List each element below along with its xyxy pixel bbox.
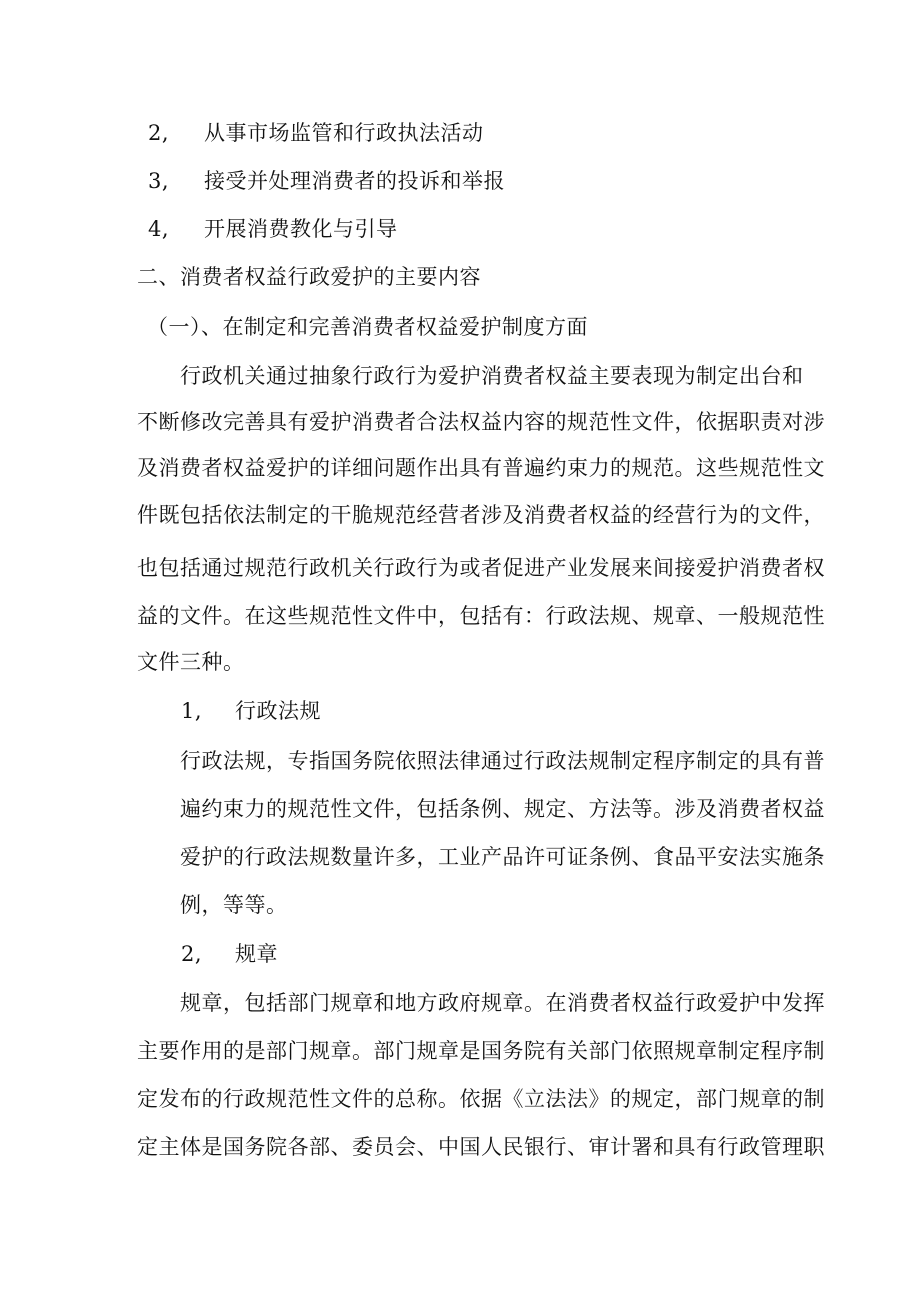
list-item xyxy=(148,121,484,145)
list-number: 4, xyxy=(148,217,170,241)
paragraph-line: 行政法规，专指国务院依照法律通过行政法规制定程序制定的具有普 xyxy=(180,749,825,773)
list-text: 从事市场监管和行政执法活动 xyxy=(204,121,484,145)
item-title: 行政法规 xyxy=(235,699,321,723)
paragraph-line: 例，等等。 xyxy=(180,893,288,917)
list-text: 接受并处理消费者的投诉和举报 xyxy=(204,169,505,193)
paragraph-line: 定主体是国务院各部、委员会、中国人民银行、审计署和具有行政管理职 xyxy=(137,1135,825,1159)
item-number: 1, xyxy=(181,699,203,723)
paragraph-line: 主要作用的是部门规章。部门规章是国务院有关部门依照规章制定程序制 xyxy=(137,1039,825,1063)
paragraph-line: 益的文件。在这些规范性文件中，包括有：行政法规、规章、一般规范性 xyxy=(137,604,825,628)
paragraph-line: 不断修改完善具有爱护消费者合法权益内容的规范性文件，依据职责对涉 xyxy=(137,410,825,434)
paragraph-line: 遍约束力的规范性文件，包括条例、规定、方法等。涉及消费者权益 xyxy=(180,797,825,821)
numbered-heading xyxy=(181,942,278,966)
paragraph-line: 及消费者权益爱护的详细问题作出具有普遍约束力的规范。这些规范性文 xyxy=(137,456,825,480)
list-number: 3, xyxy=(148,169,170,193)
numbered-heading xyxy=(181,699,321,723)
paragraph-line: 文件三种。 xyxy=(137,650,245,674)
list-text: 开展消费教化与引导 xyxy=(204,217,398,241)
paragraph-line: 行政机关通过抽象行政行为爱护消费者权益主要表现为制定出台和 xyxy=(180,364,804,388)
paragraph-line: 定发布的行政规范性文件的总称。依据《立法法》的规定，部门规章的制 xyxy=(137,1087,825,1111)
item-number: 2, xyxy=(181,942,203,966)
paragraph-line: 规章，包括部门规章和地方政府规章。在消费者权益行政爱护中发挥 xyxy=(180,991,825,1015)
section-heading: 二、消费者权益行政爱护的主要内容 xyxy=(137,265,481,289)
paragraph-line: 件既包括依法制定的干脆规范经营者涉及消费者权益的经营行为的文件， xyxy=(137,503,825,527)
paragraph-line: 也包括通过规范行政机关行政行为或者促进产业发展来间接爱护消费者权 xyxy=(137,556,825,580)
paragraph-line: 爱护的行政法规数量许多，工业产品许可证条例、食品平安法实施条 xyxy=(180,845,825,869)
item-title: 规章 xyxy=(235,942,278,966)
list-number: 2, xyxy=(148,121,170,145)
list-item xyxy=(148,217,398,241)
list-item xyxy=(148,169,505,193)
subsection-heading: （一）、在制定和完善消费者权益爱护制度方面 xyxy=(147,315,588,339)
